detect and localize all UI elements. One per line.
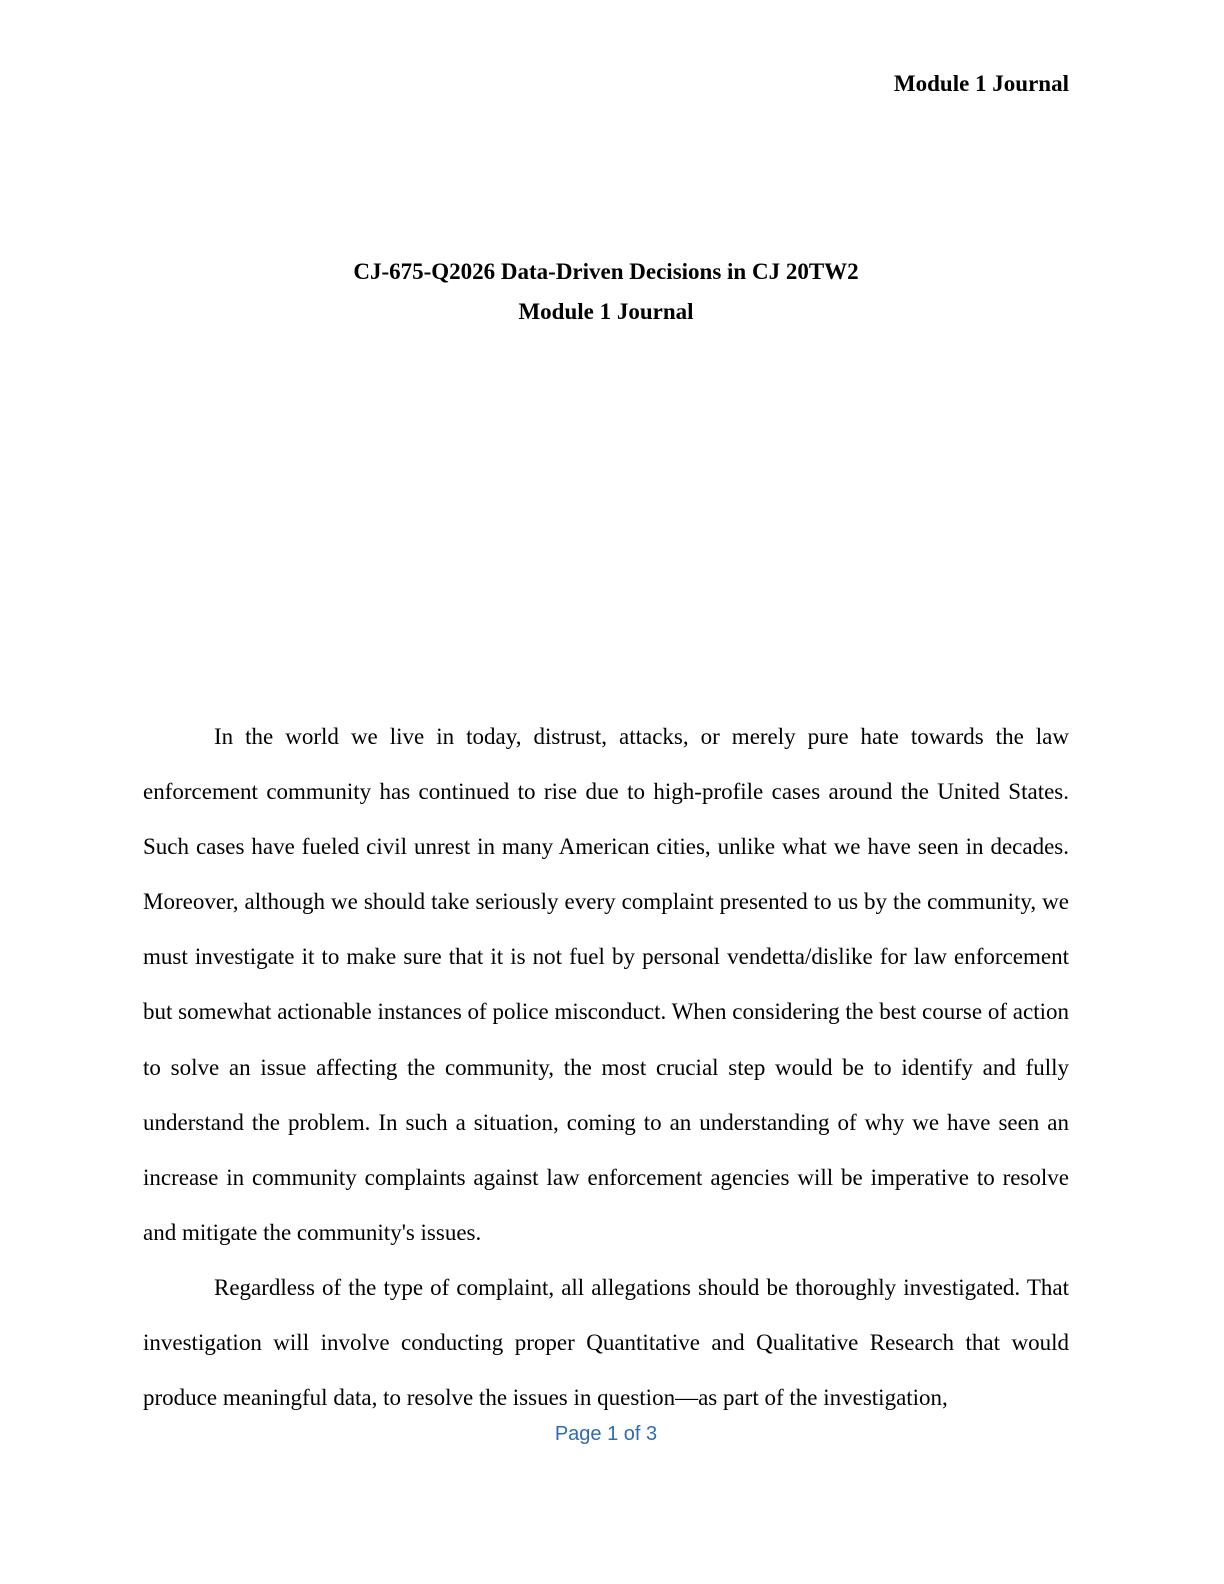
paragraph-1: In the world we live in today, distrust, attacks, or merely pure hate towards the law enforcement community has continued to rise due to high-profile cases around the United States. Such cases have fueled civil unrest in many American cities, unlike what we have seen in decades. Moreover, although we should take seriously every complaint presented to us by the community, we must investigate it to make sure that it is not fuel by personal vendetta/dislike for law enforcement but somewhat actionable instances of police misconduct. When considering the best course of action to solve an issue affecting the community, the most crucial step would be to identify and fully understand the problem. In such a situation, coming to an understanding of why we have seen an increase in community complaints against law enforcement agencies will be imperative to resolve and mitigate the community's issues. — [143, 724, 1069, 1245]
title-block — [0, 256, 1212, 336]
running-header: Module 1 Journal — [893, 71, 1069, 96]
paragraph-2: Regardless of the type of complaint, all allegations should be thoroughly investigated. That investigation will involve conducting proper Quantitative and Qualitative Research that would produce meaningful data, to resolve the issues in question—as part of the investigation, — [143, 1274, 1069, 1411]
page-number: Page 1 of 3 — [554, 1423, 658, 1445]
course-title: CJ-675-Q2026 Data-Driven Decisions in CJ 20TW2 — [353, 259, 859, 284]
body-text — [143, 709, 1069, 1425]
assignment-title: Module 1 Journal — [518, 299, 694, 324]
